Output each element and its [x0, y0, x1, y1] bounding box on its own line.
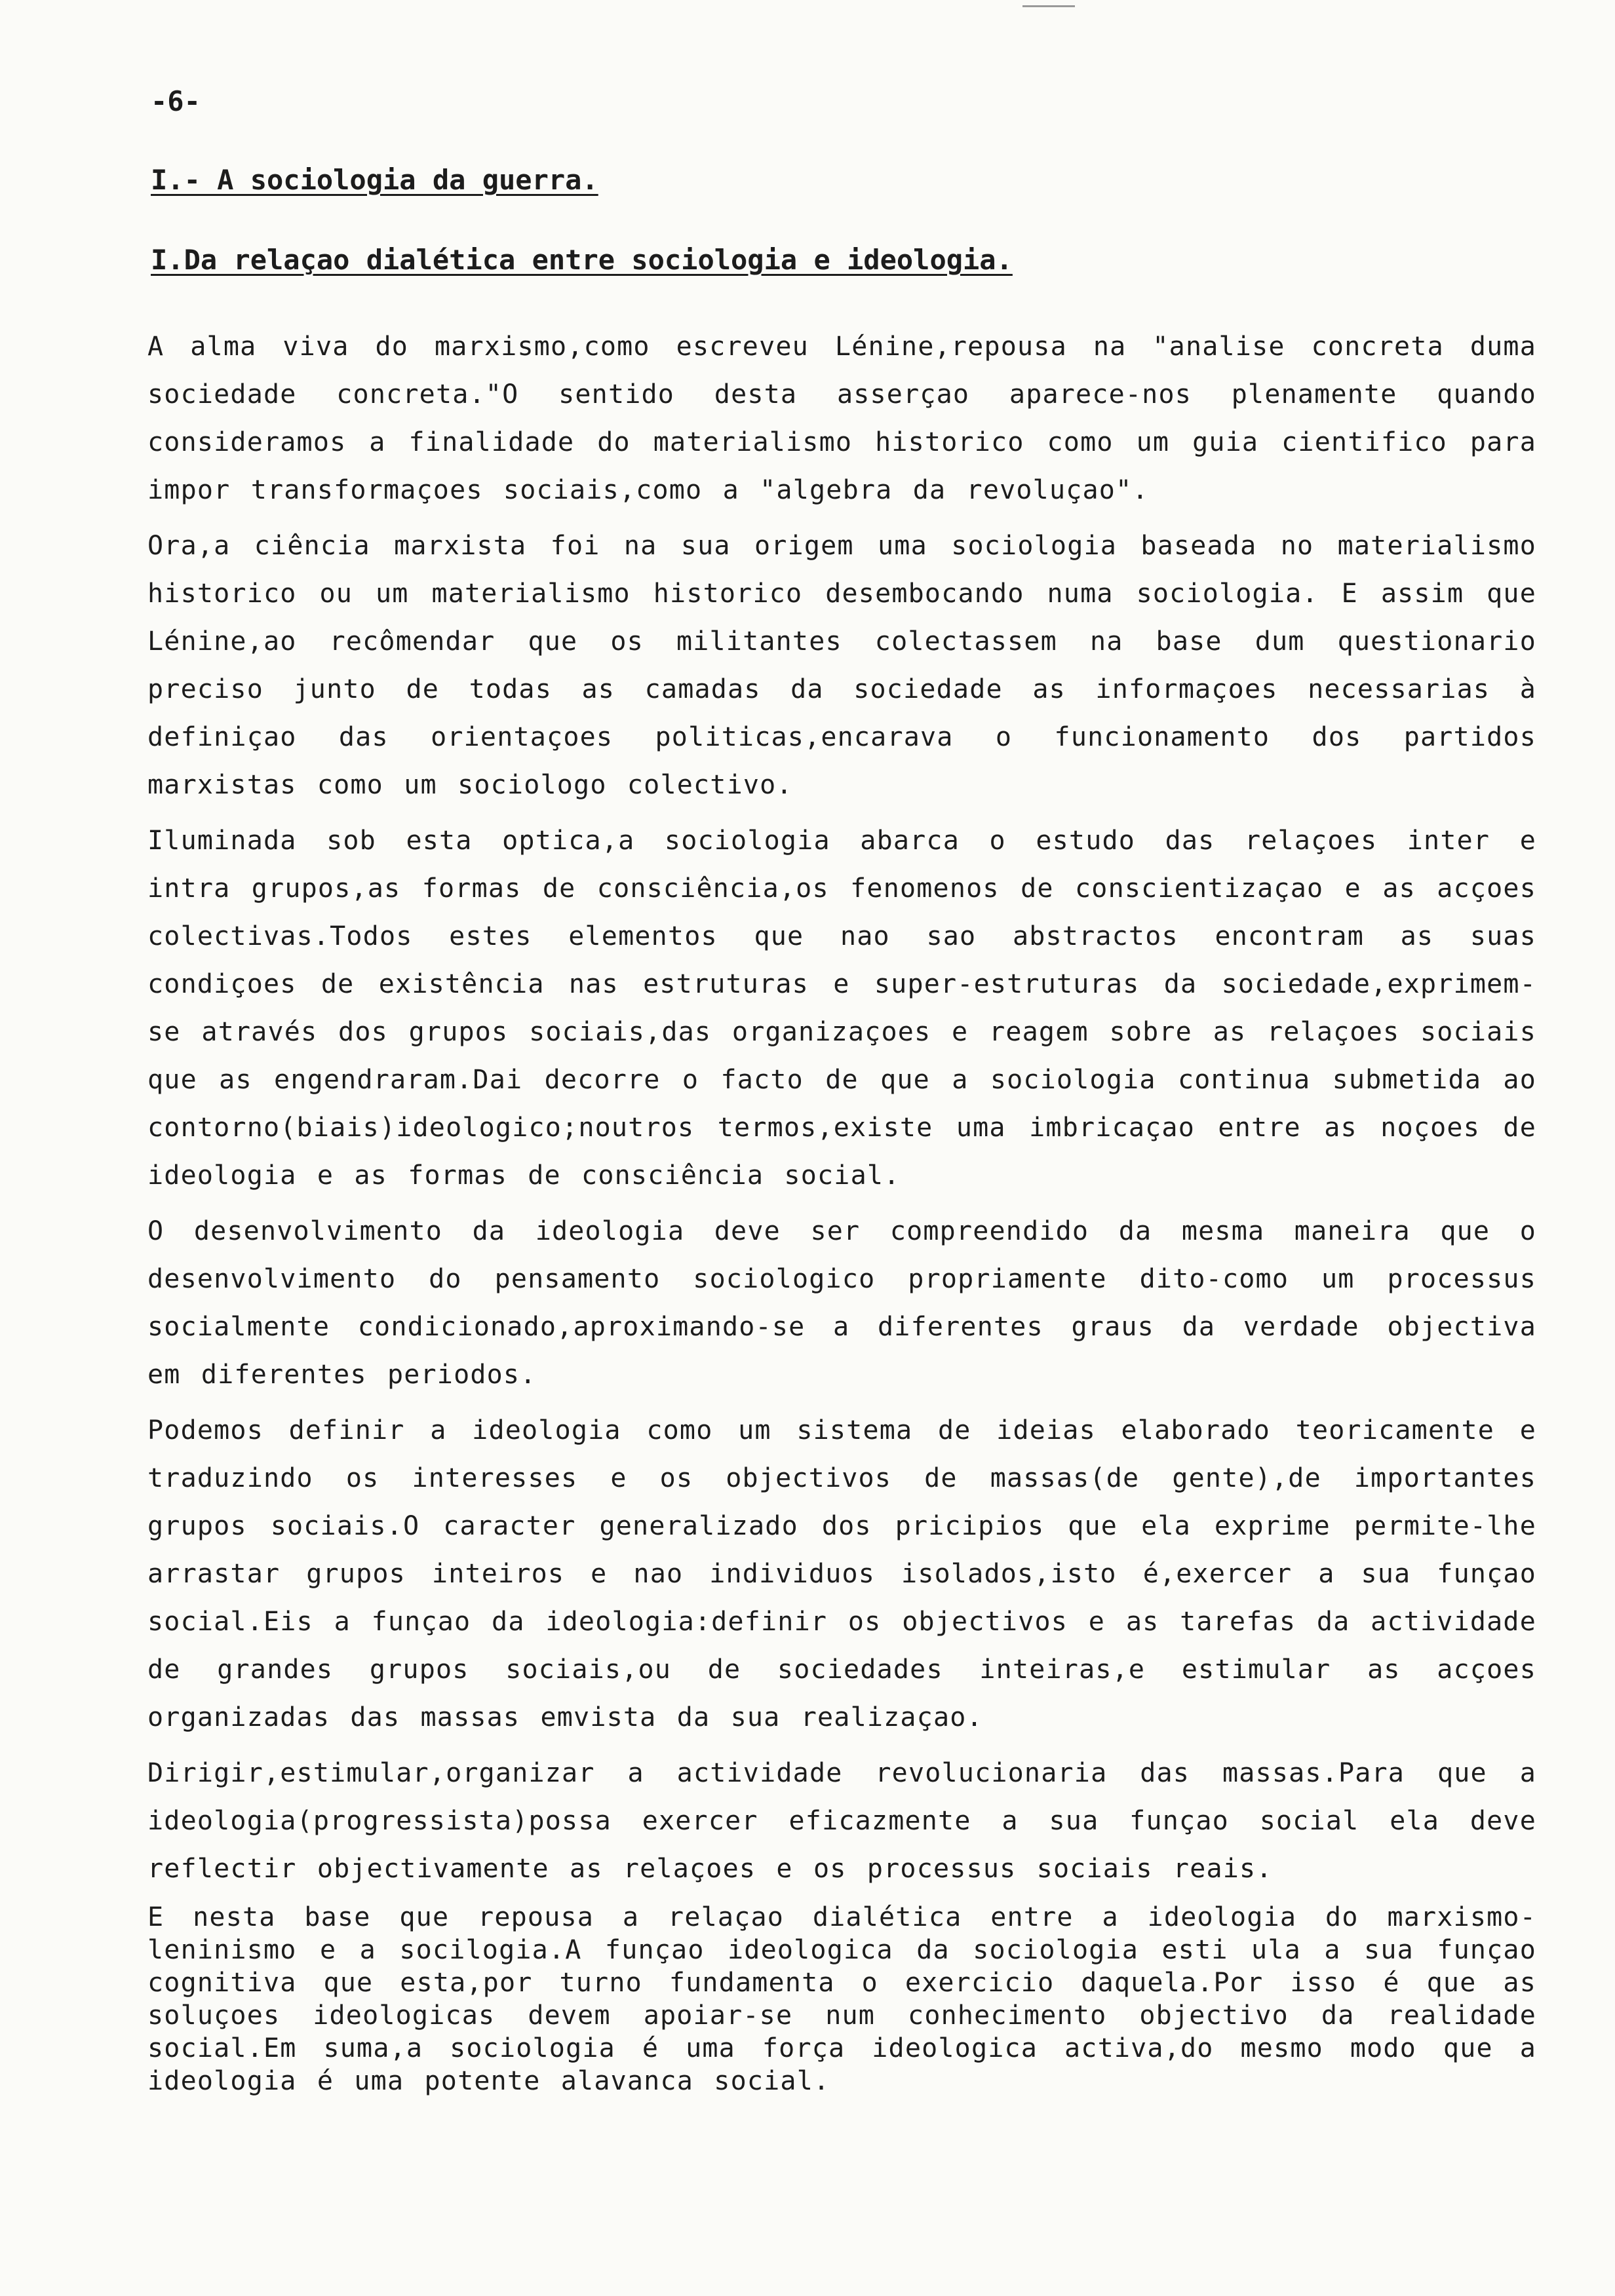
scan-artifact-top	[1022, 5, 1075, 7]
subsection-heading	[151, 243, 1536, 277]
subsection-heading-text: I.Da relaçao dialética entre sociologia e ideologia.	[151, 244, 1013, 276]
paragraph-1: A alma viva do marxismo,como escreveu Lénine,repousa na "analise concreta duma sociedade concreta."O sentido desta asserçao aparece-nos plenamente quando consideramos a finalidade do materialismo historico como um guia cientifico para impor transformaçoes sociais,como a "algebra da revoluçao".	[147, 332, 1536, 505]
paragraph-6: Dirigir,estimular,organizar a actividade revolucionaria das massas.Para que a ideologia(progressista)possa exercer eficazmente a sua funçao social ela deve reflectir objectivamente as relaçoes e os processus sociais reais.	[147, 1758, 1536, 1884]
paragraph-7: E nesta base que repousa a relaçao dialética entre a ideologia do marxismo-leninismo e a socilogia.A funçao ideologica da sociologia esti ula a sua funçao cognitiva que esta,por turno fundamenta o exercicio daquela.Por isso é que as soluçoes ideologicas devem apoiar-se num conhecimento objectivo da realidade social.Em suma,a sociologia é uma força ideologica activa,do mesmo modo que a ideologia é uma potente alavanca social.	[147, 1902, 1536, 2096]
section-heading-text: I.- A sociologia da guerra.	[151, 164, 598, 196]
paragraph-4: O desenvolvimento da ideologia deve ser compreendido da mesma maneira que o desenvolvimento do pensamento sociologico propriamente dito-como um processus socialmente condicionado,aproximando-se a diferentes graus da verdade objectiva em diferentes periodos.	[147, 1216, 1536, 1390]
paragraph-5: Podemos definir a ideologia como um sistema de ideias elaborado teoricamente e traduzindo os interesses e os objectivos de massas(de gente),de importantes grupos sociais.O caracter generalizado dos pricipios que ela exprime permite-lhe arrastar grupos inteiros e nao individuos isolados,isto é,exercer a sua funçao social.Eis a funçao da ideologia:definir os objectivos e as tarefas da actividade de grandes grupos sociais,ou de sociedades inteiras,e estimular as acçoes organizadas das massas emvista da sua realizaçao.	[147, 1415, 1536, 1732]
paragraph-3: Iluminada sob esta optica,a sociologia abarca o estudo das relaçoes inter e intra grupos,as formas de consciência,os fenomenos de conscientizaçao e as acçoes colectivas.Todos estes elementos que nao sao abstractos encontram as suas condiçoes de existência nas estruturas e super-estruturas da sociedade,exprimem-se através dos grupos sociais,das organizaçoes e reagem sobre as relaçoes sociais que as engendraram.Dai decorre o facto de que a sociologia continua submetida ao contorno(biais)ideologico;noutros termos,existe uma imbricaçao entre as noçoes de ideologia e as formas de consciência social.	[147, 826, 1536, 1191]
section-heading	[151, 163, 1536, 197]
paragraph-2: Ora,a ciência marxista foi na sua origem uma sociologia baseada no materialismo historico ou um materialismo historico desembocando numa sociologia. E assim que Lénine,ao recômendar que os militantes colectassem na base dum questionario preciso junto de todas as camadas da sociedade as informaçoes necessarias à definiçao das orientaçoes politicas,encarava o funcionamento dos partidos marxistas como um sociologo colectivo.	[147, 531, 1536, 800]
page-number: -6-	[151, 85, 201, 117]
